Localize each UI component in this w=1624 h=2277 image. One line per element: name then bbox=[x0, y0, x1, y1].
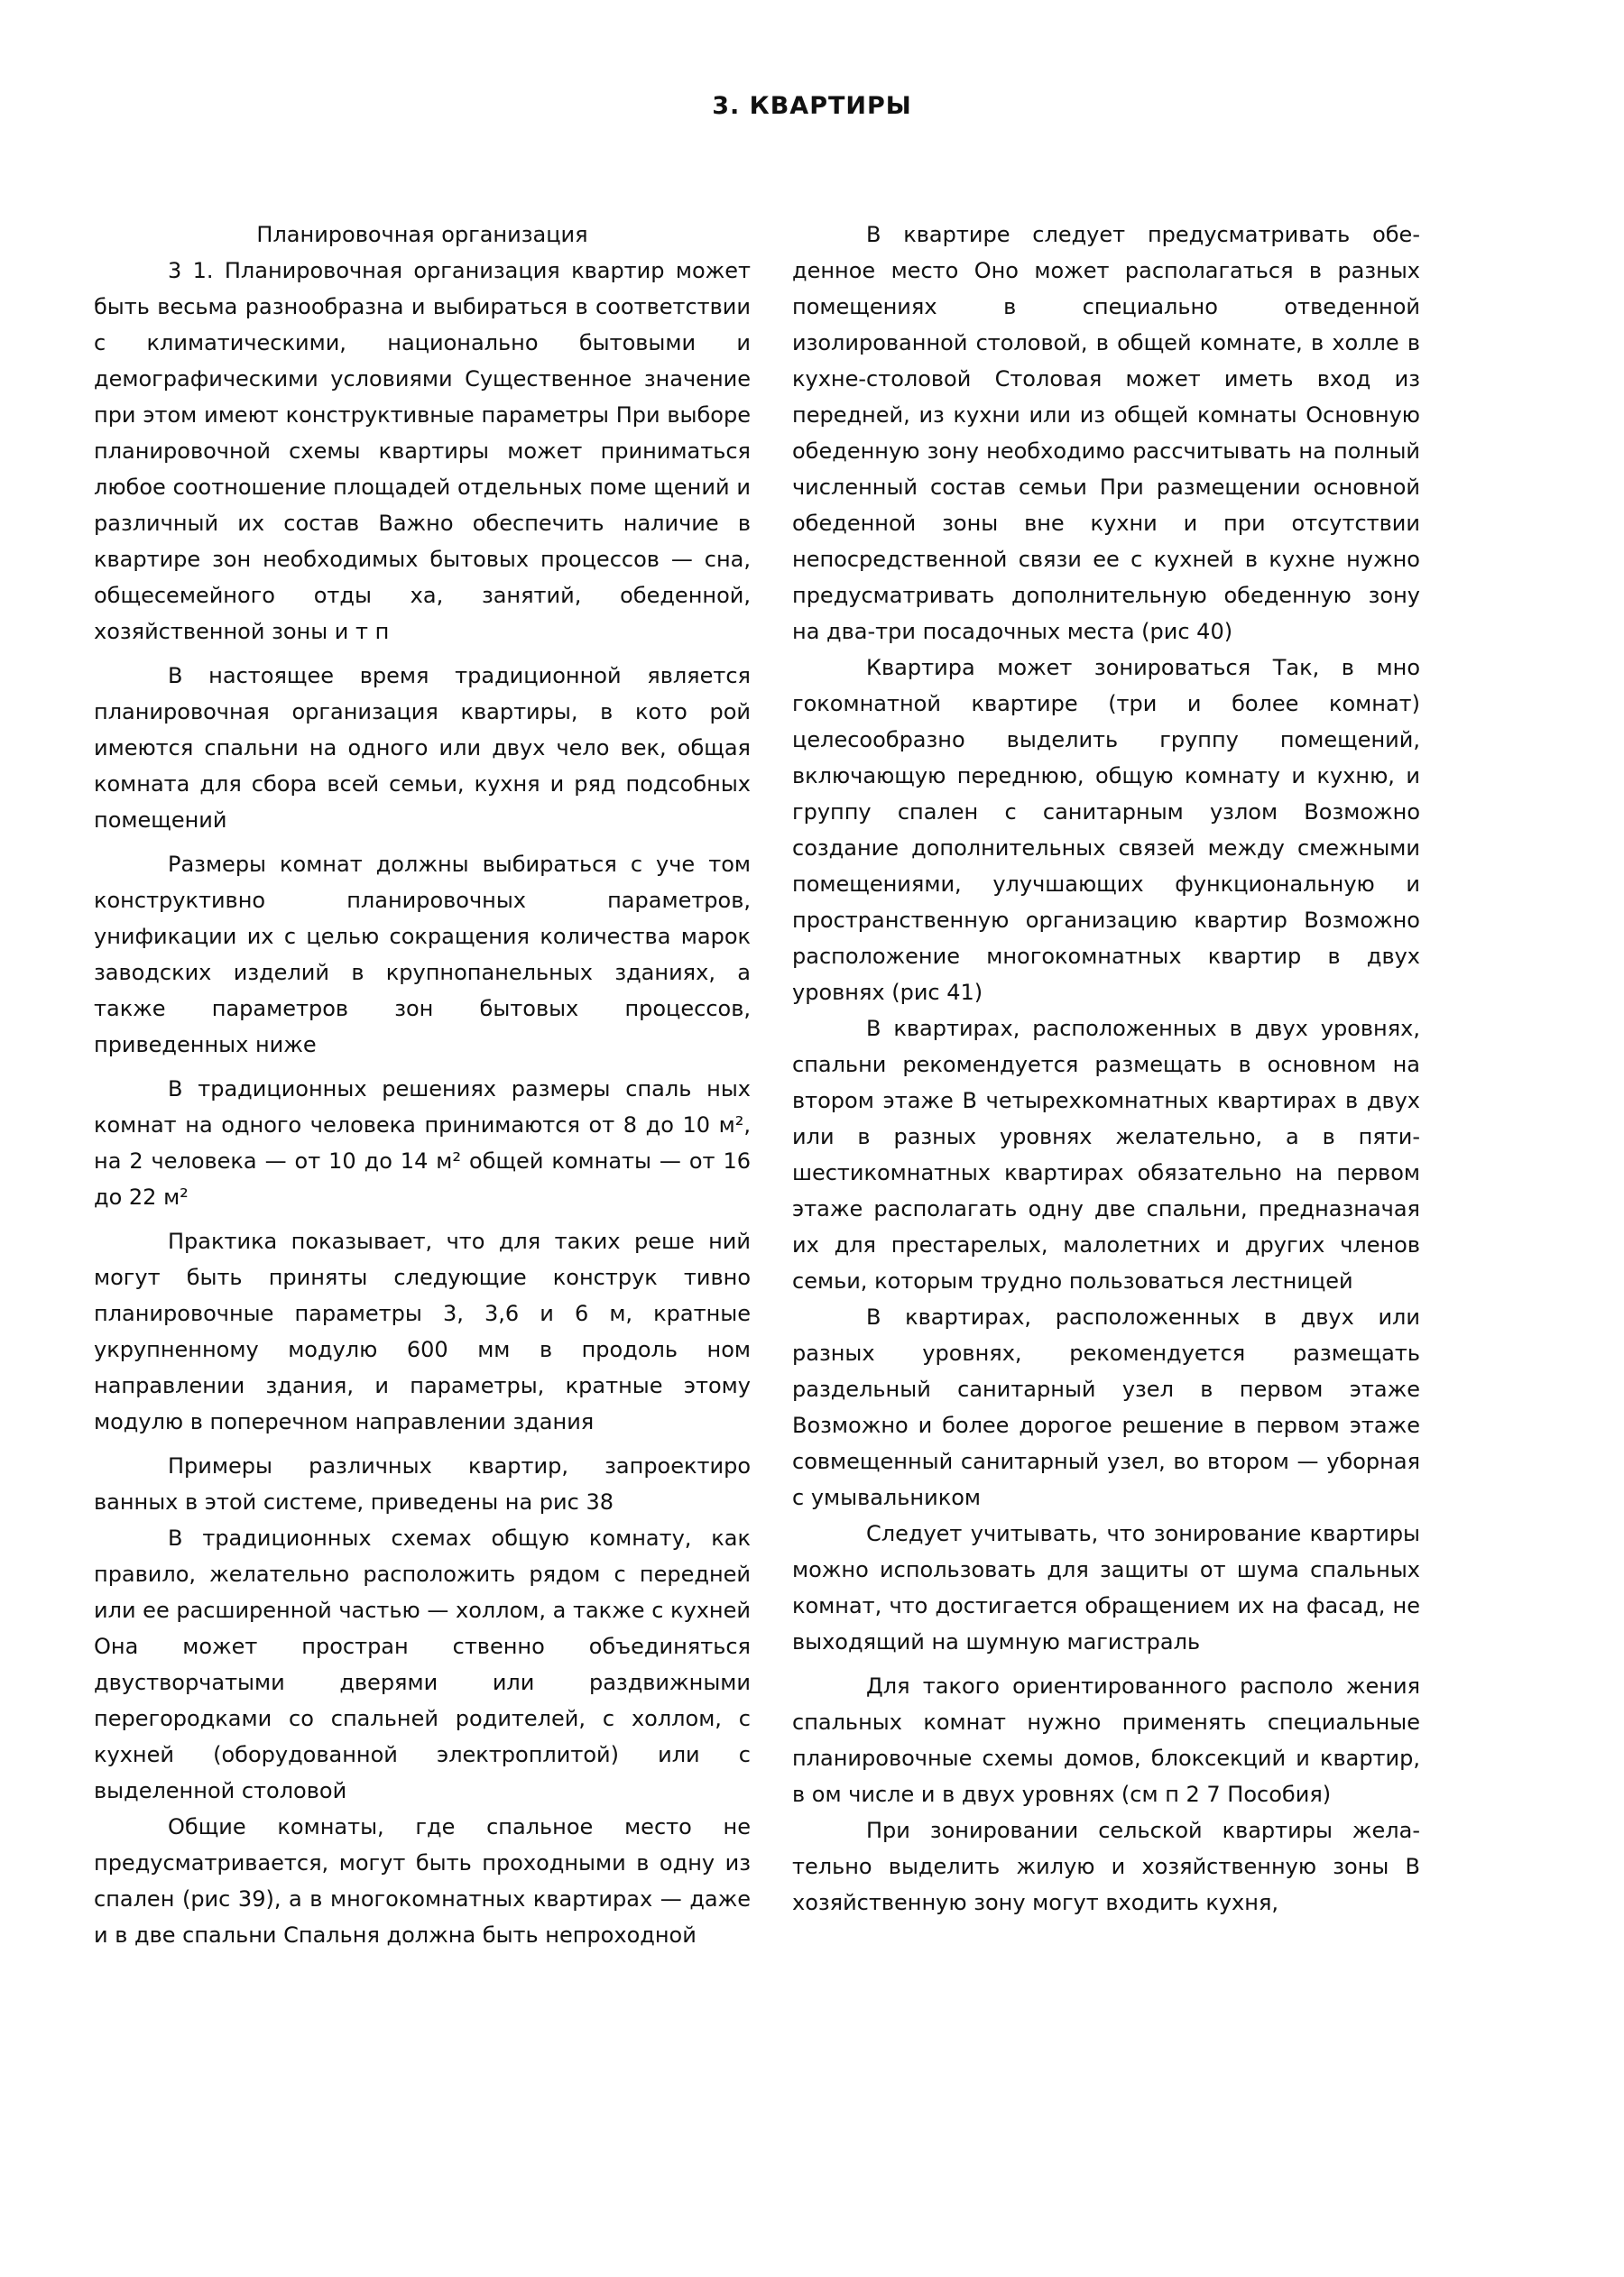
left-column bbox=[94, 217, 751, 1953]
chapter-title: 3. КВАРТИРЫ bbox=[712, 92, 912, 120]
paragraph: В квартирах, расположенных в двух уровнях, спальни рекомендуется размещать в основном на втором этаже В четырехкомнатных квартирах в двух или в разных уровнях желательно, а в пяти-шестикомнатных квартирах обязательно на первом этаже располагать одну две спальни, предназначая их для престарелых, малолетних и других членов семьи, которым трудно пользоваться лестницей bbox=[792, 1016, 1420, 1294]
paragraph: При зонировании сельской квартиры желательно выделить жилую и хозяйственную зоны В хозяйственную зону могут входить кухня, bbox=[792, 1818, 1420, 1915]
paragraph: Следует учитывать, что зонирование квартиры можно использовать для защиты от шума спальных комнат, что достигается обращением их на фасад, не выходящий на шумную магистраль bbox=[792, 1521, 1420, 1655]
paragraph: Практика показывает, что для таких реше ний могут быть приняты следующие конструк тивно планировочные параметры 3, 3,6 и 6 м, кратные укрупненному модулю 600 мм в продоль ном направлении здания, и параметры, кратные этому модулю в поперечном направлении здания bbox=[94, 1229, 751, 1434]
paragraph: В настоящее время традиционной является планировочная организация квартиры, в кото рой имеются спальни на одного или двух чело век, общая комната для сбора всей семьи, кухня и ряд подсобных помещений bbox=[94, 663, 751, 833]
paragraph: 3 1. Планировочная организация квартир может быть весьма разнообразна и выбираться в соответствии с климатическими, национально бытовыми и демографическими условиями Существенное значение при этом имеют конструктивные параметры При выборе планировочной схемы квартиры может приниматься любое соотношение площадей отдельных поме щений и различный их состав Важно обеспечить наличие в квартире зон необходимых бытовых процессов — сна, общесемейного отды ха, занятий, обеденной, хозяйственной зоны и т п bbox=[94, 258, 751, 644]
paragraph: Размеры комнат должны выбираться с уче том конструктивно планировочных параметров, унификации их с целью сокращения количества марок заводских изделий в крупнопанельных зданиях, а также параметров зон бытовых процессов, приведенных ниже bbox=[94, 852, 751, 1057]
paragraph: Общие комнаты, где спальное место не предусматривается, могут быть проходными в одну из спален (рис 39), а в многокомнатных квартирах — даже и в две спальни Спальня должна быть непроходной bbox=[94, 1814, 751, 1948]
paragraph: Квартира может зонироваться Так, в мно гокомнатной квартире (три и более комнат) целесообразно выделить группу помещений, включающую переднюю, общую комнату и кухню, и группу спален с санитарным узлом Возможно создание дополнительных связей между смежными помещениями, улучшающих функциональную и пространственную организацию квартир Возможно расположение многокомнатных квартир в двух уровнях (рис 41) bbox=[792, 655, 1420, 1005]
paragraph: В традиционных схемах общую комнату, как правило, желательно расположить рядом с передней или ее расширенной частью — холлом, а также с кухней Она может простран ственно объединяться двустворчатыми дверями или раздвижными перегородками со спальней родителей, с холлом, с кухней (оборудованной электроплитой) или с выделенной столовой bbox=[94, 1526, 751, 1803]
section-heading: Планировочная организация bbox=[256, 222, 588, 247]
right-column bbox=[792, 217, 1420, 1921]
paragraph: В квартирах, расположенных в двух или разных уровнях, рекомендуется размещать раздельный санитарный узел в первом этаже Возможно и более дорогое решение в первом этаже совмещенный санитарный узел, во втором — уборная с умывальником bbox=[792, 1304, 1420, 1510]
paragraph: Для такого ориентированного располо жения спальных комнат нужно применять специальные планировочные схемы домов, блоксекций и квартир, в ом числе и в двух уровнях (см п 2 7 Пособия) bbox=[792, 1673, 1420, 1807]
paragraph: В квартире следует предусматривать обеденное место Оно может располагаться в разных помещениях в специально отведенной изолированной столовой, в общей комнате, в холле в кухне-столовой Столовая может иметь вход из передней, из кухни или из общей комнаты Основную обеденную зону необходимо рассчитывать на полный численный состав семьи При размещении основной обеденной зоны вне кухни и при отсутствии непосредственной связи ее с кухней в кухне нужно предусматривать дополнительную обеденную зону на два-три посадочных места (рис 40) bbox=[792, 222, 1420, 644]
paragraph: В традиционных решениях размеры спаль ных комнат на одного человека принимаются от 8 до 10 м², на 2 человека — от 10 до 14 м² общей комнаты — от 16 до 22 м² bbox=[94, 1076, 751, 1210]
paragraph: Примеры различных квартир, запроектиро ванных в этой системе, приведены на рис 38 bbox=[94, 1453, 751, 1515]
